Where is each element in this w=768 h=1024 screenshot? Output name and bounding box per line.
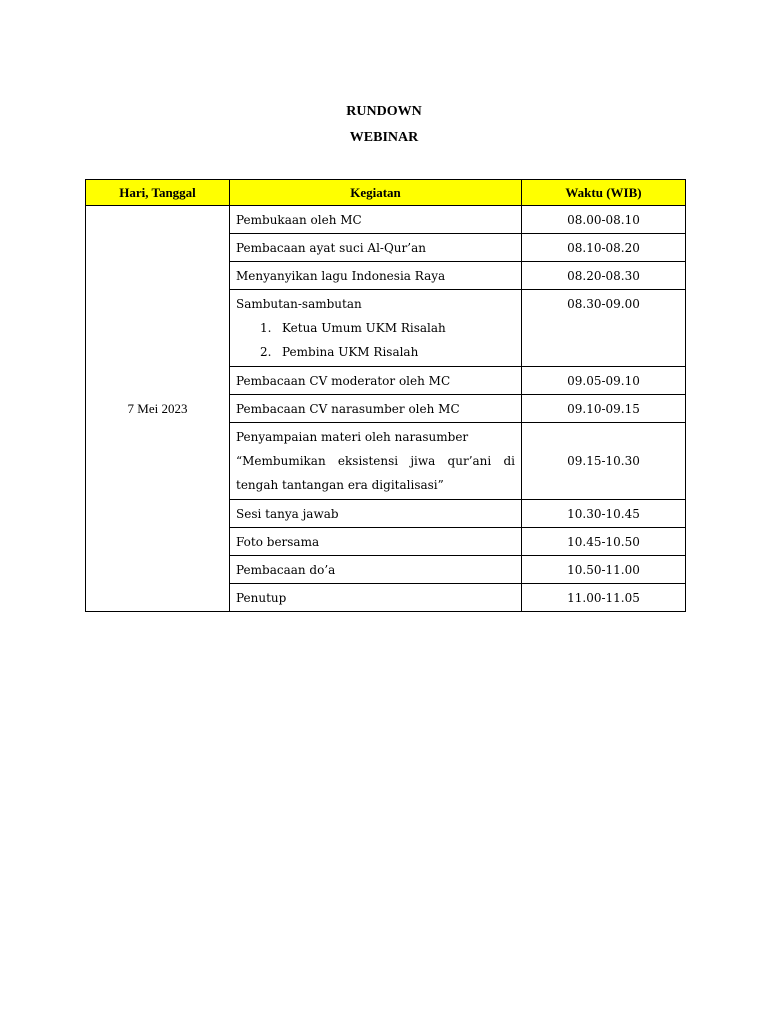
list-item: 1. Ketua Umum UKM Risalah <box>260 321 446 335</box>
table-row <box>86 206 686 234</box>
time-cell: 08.00-08.10 <box>522 206 686 234</box>
time-cell: 10.30-10.45 <box>522 500 686 528</box>
time-cell: 08.20-08.30 <box>522 262 686 290</box>
time-cell: 08.30-09.00 <box>522 290 686 367</box>
activity-cell: Pembacaan ayat suci Al-Qur’an <box>230 234 522 262</box>
header-time: Waktu (WIB) <box>522 180 686 206</box>
header-date: Hari, Tanggal <box>86 180 230 206</box>
activity-cell: Foto bersama <box>230 528 522 556</box>
activity-cell: Pembukaan oleh MC <box>230 206 522 234</box>
time-cell: 10.45-10.50 <box>522 528 686 556</box>
document-subtitle: WEBINAR <box>349 130 419 145</box>
activity-cell <box>230 290 522 367</box>
activity-cell: Pembacaan CV narasumber oleh MC <box>230 395 522 423</box>
time-cell: 08.10-08.20 <box>522 234 686 262</box>
table-header-row <box>86 180 686 206</box>
activity-cell <box>230 423 522 500</box>
list-item: 2. Pembina UKM Risalah <box>260 345 419 359</box>
activity-cell: Sesi tanya jawab <box>230 500 522 528</box>
rundown-table <box>85 179 686 612</box>
activity-cell: Pembacaan CV moderator oleh MC <box>230 367 522 395</box>
activity-cell: Pembacaan do’a <box>230 556 522 584</box>
activity-quote: “Membumikan eksistensi jiwa qur’ani di tengah tantangan era digitalisasi” <box>236 454 515 492</box>
activity-cell: Penutup <box>230 584 522 612</box>
speaker-list <box>236 316 515 364</box>
time-cell: 09.15-10.30 <box>522 423 686 500</box>
header-activity: Kegiatan <box>230 180 522 206</box>
date-cell: 7 Mei 2023 <box>86 206 230 612</box>
activity-text: Penyampaian materi oleh narasumber <box>236 430 469 444</box>
time-cell: 10.50-11.00 <box>522 556 686 584</box>
time-cell: 09.05-09.10 <box>522 367 686 395</box>
activity-text: Sambutan-sambutan <box>236 297 362 311</box>
document-title: RUNDOWN <box>346 104 422 119</box>
activity-cell: Menyanyikan lagu Indonesia Raya <box>230 262 522 290</box>
time-cell: 09.10-09.15 <box>522 395 686 423</box>
time-cell: 11.00-11.05 <box>522 584 686 612</box>
